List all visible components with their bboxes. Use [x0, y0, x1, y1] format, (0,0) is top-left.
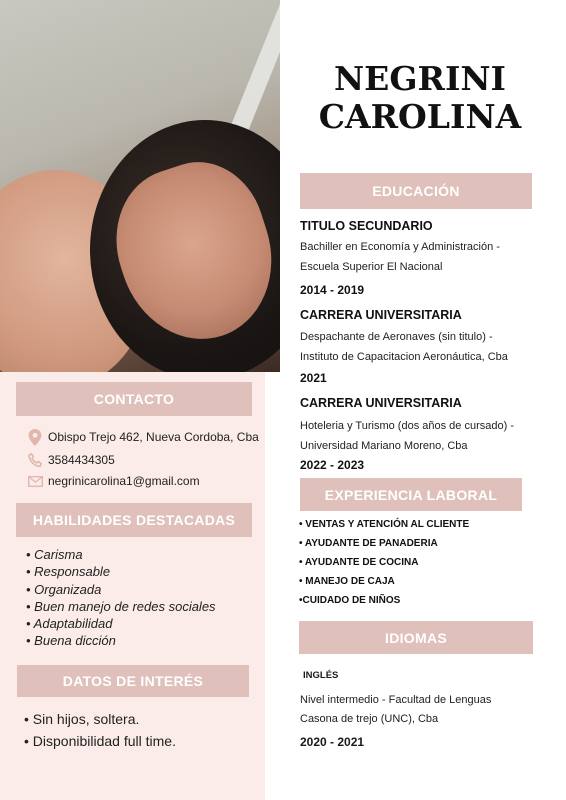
skills-list: [26, 546, 216, 650]
contact-email-text: negrinicarolina1@gmail.com: [48, 474, 200, 488]
education-1-title: CARRERA UNIVERSITARIA: [300, 308, 462, 322]
mail-icon: [27, 473, 43, 489]
contact-email: [27, 473, 200, 489]
language-title: INGLÉS: [303, 670, 339, 681]
education-1-line-2: Instituto de Capacitacion Aeronáutica, Cba: [300, 351, 508, 363]
section-idiomas: IDIOMAS: [299, 621, 533, 654]
section-datos: DATOS DE INTERÉS: [17, 665, 249, 697]
contact-address: [27, 429, 259, 445]
education-0-line-1: Bachiller en Economía y Administración -: [300, 241, 500, 253]
contact-address-text: Obispo Trejo 462, Nueva Cordoba, Cba: [48, 430, 259, 444]
education-1-line-1: Despachante de Aeronaves (sin titulo) -: [300, 331, 493, 343]
name-line-2: CAROLINA: [318, 97, 522, 136]
section-contacto: CONTACTO: [16, 382, 252, 416]
language-line-2: Casona de trejo (UNC), Cba: [300, 713, 439, 725]
section-habilidades: HABILIDADES DESTACADAS: [16, 503, 252, 537]
list-item: • Carisma: [26, 547, 83, 562]
phone-icon: [27, 452, 43, 468]
candidate-name: [300, 60, 540, 136]
list-item: • Disponibilidad full time.: [24, 733, 176, 749]
list-item: • Adaptabilidad: [26, 616, 113, 632]
list-item: • Sin hijos, soltera.: [24, 711, 140, 727]
list-item: • Buena dicción: [26, 633, 116, 649]
list-item: • AYUDANTE DE PANADERIA: [299, 538, 438, 549]
location-pin-icon: [27, 429, 43, 445]
section-experiencia: EXPERIENCIA LABORAL: [300, 478, 522, 511]
section-educacion: EDUCACIÓN: [300, 173, 532, 209]
list-item: • Buen manejo de redes sociales: [26, 598, 216, 614]
education-2-title: CARRERA UNIVERSITARIA: [300, 396, 462, 410]
profile-photo: [0, 0, 280, 372]
contact-phone-text: 3584434305: [48, 453, 115, 467]
list-item: •CUIDADO DE NIÑOS: [299, 595, 401, 606]
list-item: • Responsable: [26, 564, 111, 580]
list-item: • Organizada: [26, 581, 102, 597]
education-2-line-2: Universidad Mariano Moreno, Cba: [300, 440, 468, 452]
list-item: • AYUDANTE DE COCINA: [299, 557, 419, 568]
education-2-line-1: Hoteleria y Turismo (dos años de cursado) -: [300, 420, 514, 432]
education-1-years: 2021: [300, 371, 327, 385]
name-line-1: NEGRINI: [334, 59, 506, 98]
language-years: 2020 - 2021: [300, 735, 365, 749]
education-2-years: 2022 - 2023: [300, 458, 365, 472]
education-2-description: [300, 416, 540, 456]
education-1-description: [300, 327, 540, 367]
contact-phone: [27, 452, 115, 468]
list-item: • VENTAS Y ATENCIÓN AL CLIENTE: [299, 519, 470, 530]
experience-list: [299, 515, 469, 610]
education-0-title: TITULO SECUNDARIO: [300, 219, 433, 233]
list-item: • MANEJO DE CAJA: [299, 576, 395, 587]
language-description: [300, 691, 491, 729]
education-0-years: 2014 - 2019: [300, 283, 365, 297]
education-0-description: [300, 237, 540, 277]
language-line-1: Nivel intermedio - Facultad de Lenguas: [300, 694, 492, 706]
interests-list: [24, 708, 176, 752]
education-0-line-2: Escuela Superior El Nacional: [300, 261, 443, 273]
